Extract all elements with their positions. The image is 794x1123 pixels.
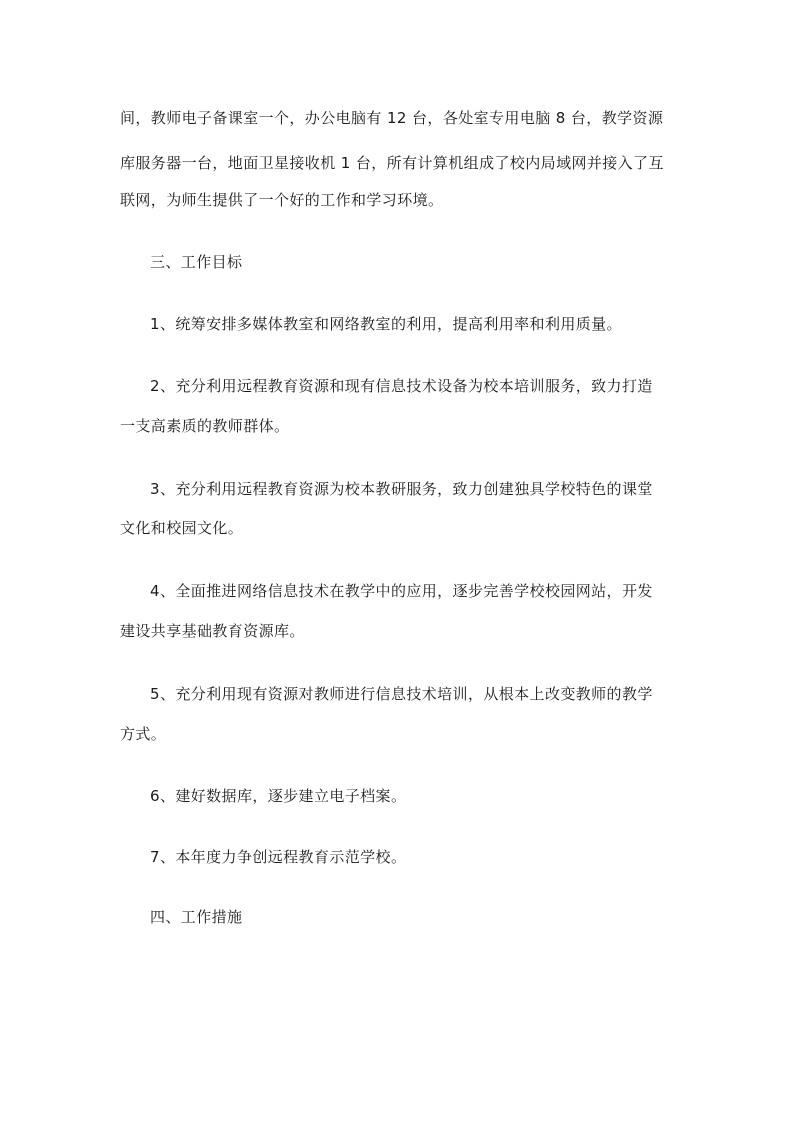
goal-2-line-1: 2、充分利用远程教育资源和现有信息技术设备为校本培训服务，致力打造 — [150, 377, 653, 395]
goal-3-line-2: 文化和校园文化。 — [120, 519, 244, 537]
goal-4-line-1: 4、全面推进网络信息技术在教学中的应用，逐步完善学校校园网站，开发 — [150, 582, 653, 600]
goal-6-line-1: 6、建好数据库，逐步建立电子档案。 — [150, 787, 407, 805]
intro-line-1: 间，教师电子备课室一个，办公电脑有 12 台，各处室专用电脑 8 台，教学资源 — [120, 109, 664, 127]
goal-3-line-1: 3、充分利用远程教育资源为校本教研服务，致力创建独具学校特色的课堂 — [150, 480, 653, 498]
intro-line-2: 库服务器一台，地面卫星接收机 1 台，所有计算机组成了校内局域网并接入了互 — [120, 154, 664, 172]
goal-5-line-2: 方式。 — [120, 725, 167, 743]
goal-1-line-1: 1、统筹安排多媒体教室和网络教室的利用，提高利用率和利用质量。 — [150, 315, 622, 333]
goal-2-line-2: 一支高素质的教师群体。 — [120, 417, 290, 435]
goal-4-line-2: 建设共享基础教育资源库。 — [120, 622, 305, 640]
section-heading-measures: 四、工作措施 — [150, 908, 243, 926]
intro-line-3: 联网，为师生提供了一个好的工作和学习环境。 — [120, 191, 444, 209]
goal-5-line-1: 5、充分利用现有资源对教师进行信息技术培训，从根本上改变教师的教学 — [150, 685, 653, 703]
section-heading-goals: 三、工作目标 — [150, 253, 243, 271]
goal-7-line-1: 7、本年度力争创远程教育示范学校。 — [150, 848, 407, 866]
